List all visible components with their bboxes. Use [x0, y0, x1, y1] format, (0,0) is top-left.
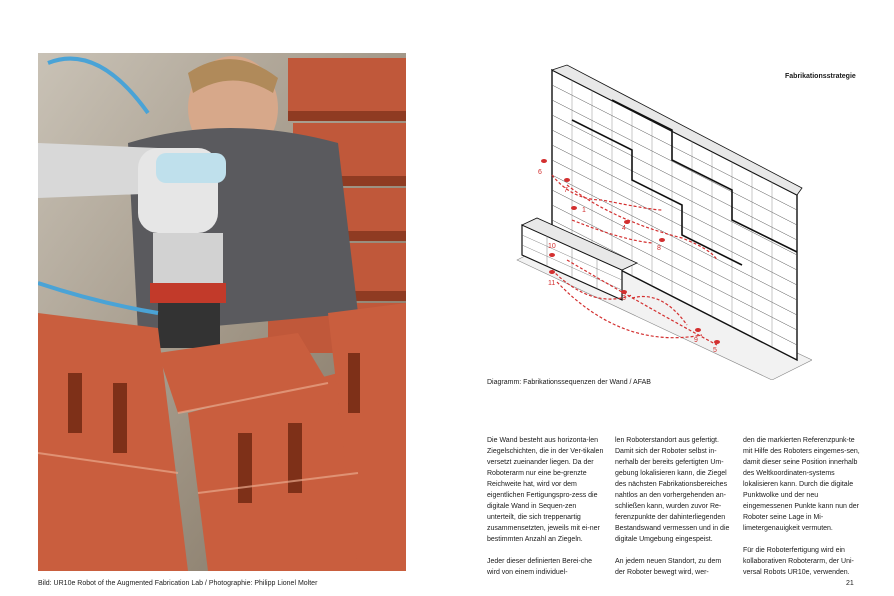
paragraph: An jedem neuen Standort, zu dem der Roboter bewegt wird, wer- [615, 558, 722, 576]
diagram-caption: Diagramm: Fabrikationssequenzen der Wand / AFAB [487, 379, 651, 386]
photo-caption: Bild: UR10e Robot of the Augmented Fabrication Lab / Photographie: Philipp Lionel Molter [38, 580, 318, 587]
marker-label: 6 [538, 169, 542, 176]
paragraph: len Roboterstandort aus gefertigt. Damit sich der Roboter selbst in-nerhalb der bereits gefertigten Um-gebung lokalisieren kann, die Ziegel des nächsten Fabrikationsbereiches nahtlos an den vorhergehenden an-schließen kann, wurden zuvor Re-ferenzpunkte der dahinterliegenden Bestandswand vermessen und in die digitale Umgebung eingespeist. [615, 437, 730, 543]
paragraph: Jeder dieser definierten Berei-che wird von einem individuel- [487, 558, 593, 576]
marker-label: 7 [564, 187, 568, 194]
paragraph: Für die Roboterfertigung wird ein kollaborativen Roboterarm, der Uni-versal Robots UR10e, verwenden. [743, 547, 854, 576]
marker-label: 4 [622, 225, 626, 232]
robot-photo [38, 53, 406, 571]
marker-label: 11 [548, 280, 556, 287]
marker-label: 8 [657, 245, 661, 252]
marker-label: 3 [622, 295, 626, 302]
fabrication-diagram [512, 60, 812, 380]
text-column-3 [743, 435, 861, 589]
section-title: Fabrikationsstrategie [785, 73, 856, 80]
paragraph: Die Wand besteht aus horizonta-len Ziegelschichten, die in der Ver-tikalen versetzt zueinander liegen. Da der Roboterarm nur eine be-grenzte Reichweite hat, wird vor dem eigentlichen Fertigungspro-zess die digitale Wand in Sequen-zen unterteilt, die sich treppenartig zusammensetzten, jeweils mit ei-ner bestimmten Anzahl an Ziegeln. [487, 437, 604, 543]
paragraph: den die markierten Referenzpunk-te mit Hilfe des Roboters eingemes-sen, damit dieser seine Position innerhalb des Weltkoordinaten-systems lokalisieren kann. Durch die digitale Punktwolke und der neu eingemessenen Punkte kann nun der Roboter seine Lage in Mi-limetergenauigkeit vermuten. [743, 437, 860, 532]
text-column-2 [615, 435, 733, 589]
marker-label: 10 [548, 243, 556, 250]
text-column-1 [487, 435, 605, 589]
marker-label: 5 [713, 347, 717, 354]
marker-label: 1 [582, 207, 586, 214]
marker-label: 9 [694, 337, 698, 344]
page-number: 21 [846, 580, 854, 587]
